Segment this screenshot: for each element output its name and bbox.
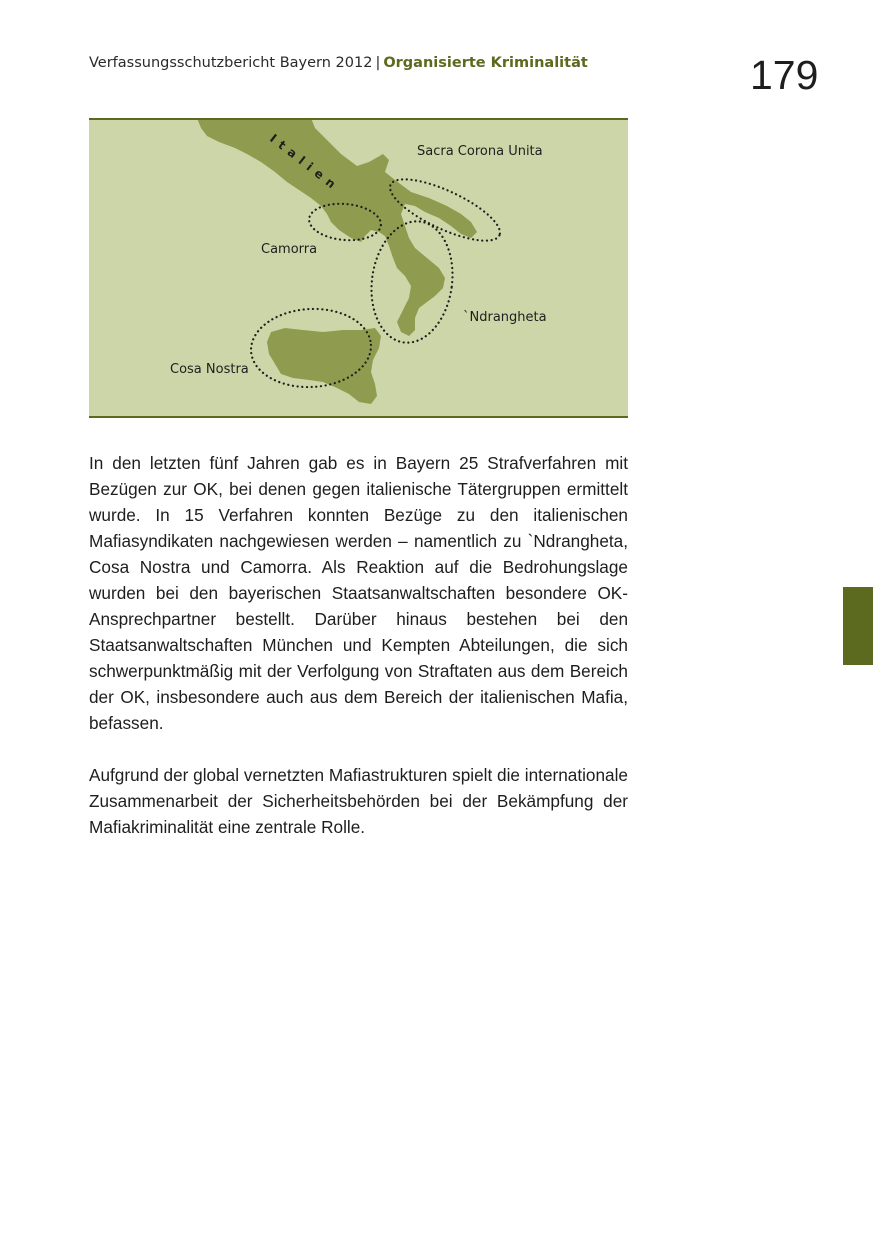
page-number: 179 xyxy=(750,52,819,98)
region-label-sacra-corona-unita: Sacra Corona Unita xyxy=(417,144,543,159)
section-title: Organisierte Kriminalität xyxy=(383,55,588,71)
region-label-camorra: Camorra xyxy=(261,242,318,257)
country-label: Italien xyxy=(267,131,343,195)
map-svg xyxy=(89,118,628,418)
map-figure xyxy=(89,118,628,418)
region-label-ndrangheta: `Ndrangheta xyxy=(463,310,547,325)
paragraph: Aufgrund der global vernetzten Mafiastrukturen spielt die internationale Zusammenarbeit der Sicherheitsbehörden bei der Bekämpfung der Mafiakriminalität eine zentrale Rolle. xyxy=(89,765,628,837)
header-separator: | xyxy=(375,55,381,71)
region-label-cosa-nostra: Cosa Nostra xyxy=(170,362,249,377)
running-header xyxy=(89,55,588,71)
publication-title: Verfassungsschutzbericht Bayern 2012 xyxy=(89,55,373,71)
paragraph: In den letzten fünf Jahren gab es in Bayern 25 Strafverfahren mit Bezügen zur OK, bei denen gegen italienische Tätergruppen ermittelt wurde. In 15 Verfahren konnten Bezüge zu den italienischen Mafiasyndikaten nachgewiesen werden – namentlich zu `Ndrangheta, Cosa Nostra und Camorra. Als Reaktion auf die Bedrohungslage wurden bei den bayerischen Staatsanwaltschaften besondere OK-Ansprechpartner bestellt. Darüber hinaus bestehen bei den Staatsanwaltschaften München und Kempten Abteilungen, die sich schwerpunktmäßig mit der Verfolgung von Straftaten aus dem Bereich der OK, insbesondere auch aus dem Bereich der italienischen Mafia, befassen. xyxy=(89,453,628,733)
body-text xyxy=(89,450,628,866)
chapter-tab-marker xyxy=(843,587,873,665)
